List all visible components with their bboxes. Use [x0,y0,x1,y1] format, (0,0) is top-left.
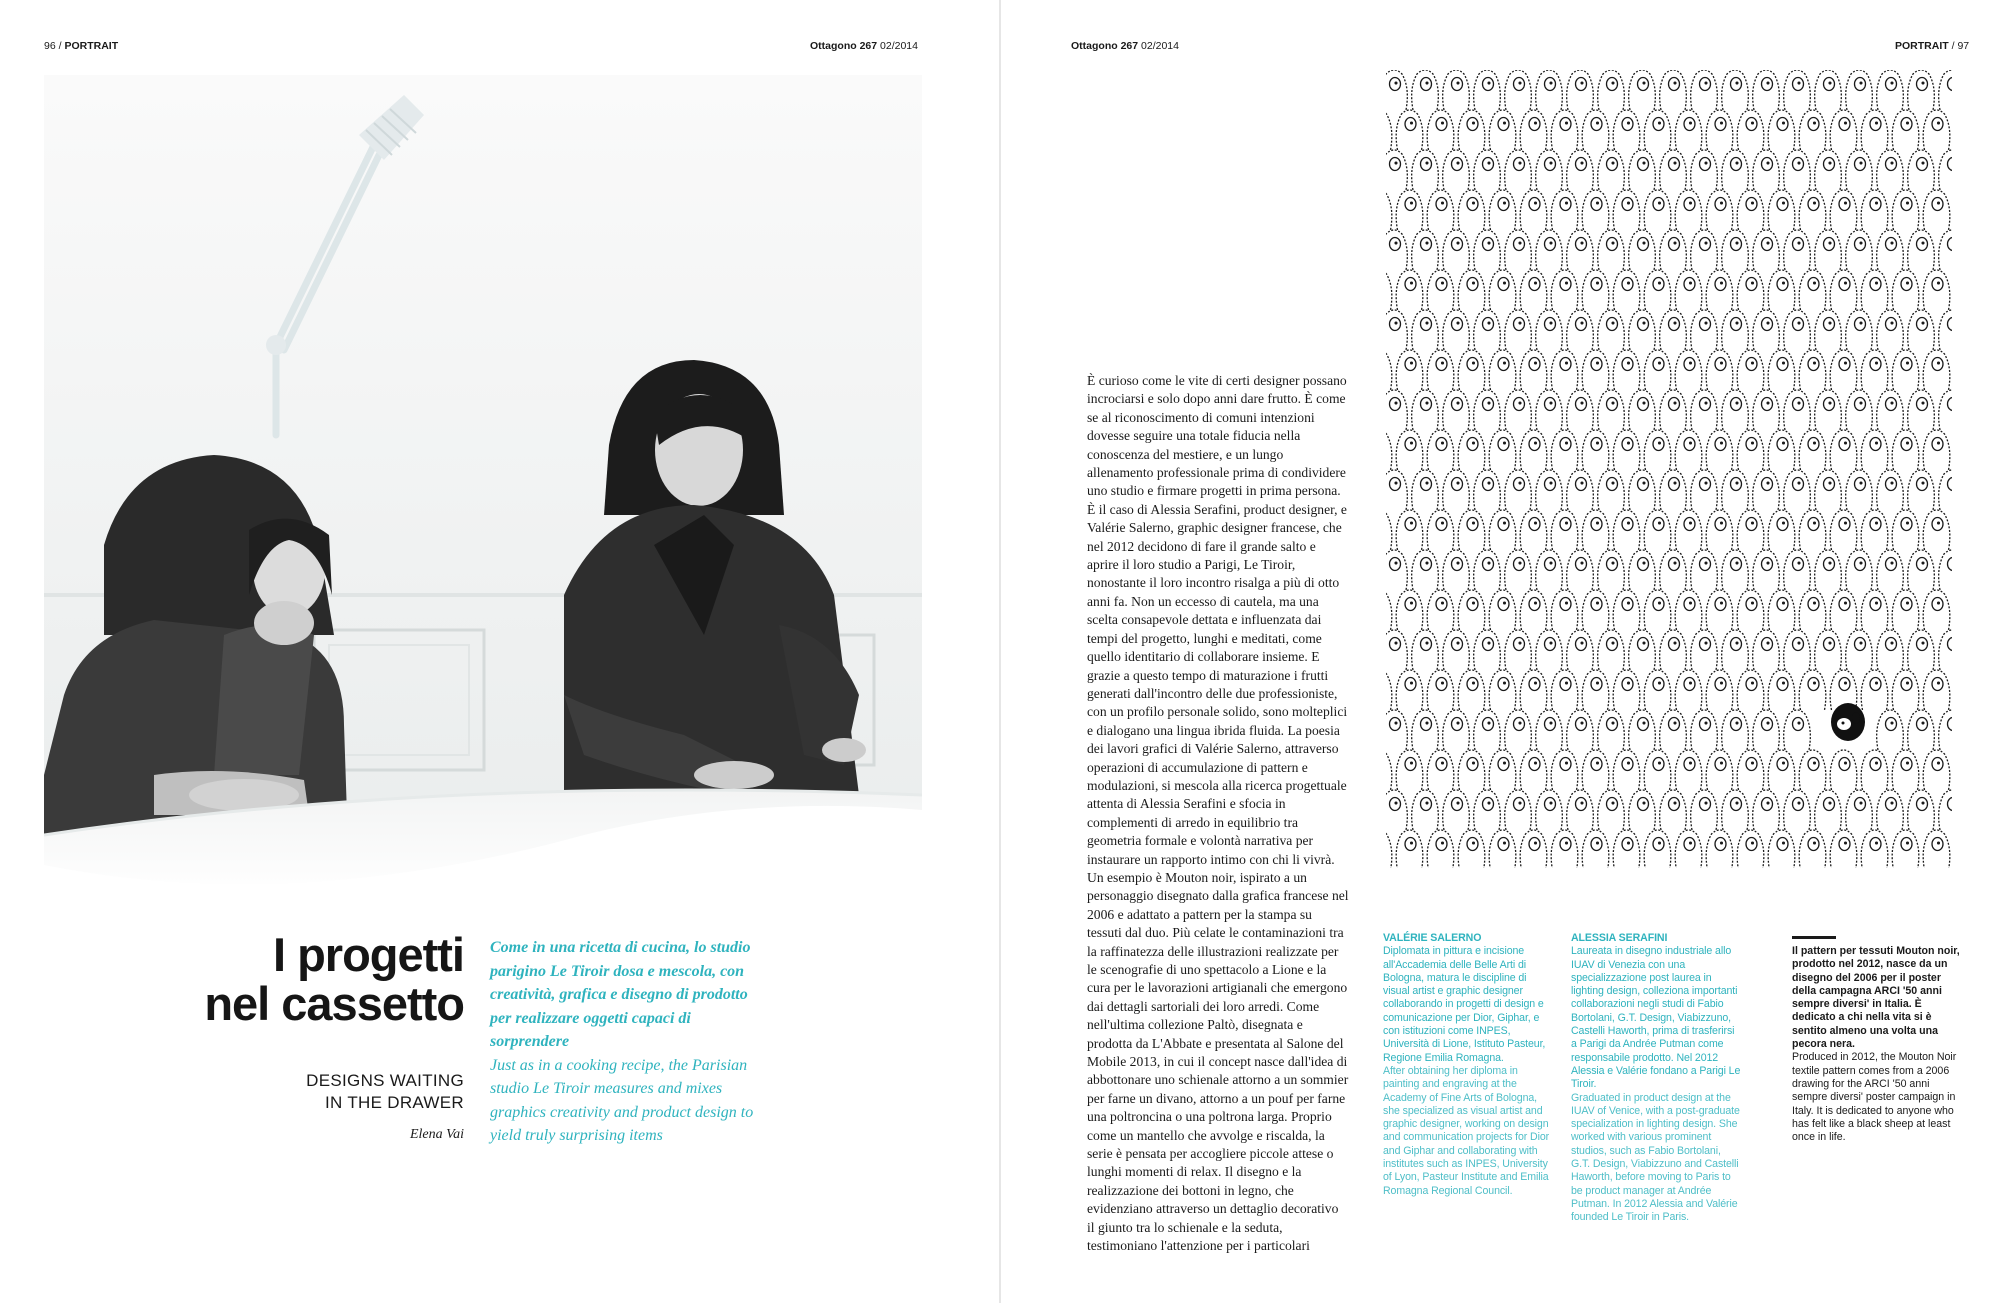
right-running-head [1071,40,1179,52]
left-running-head [810,40,918,52]
right-folio: PORTRAIT / 97 [1895,40,1970,52]
pattern-caption [1792,936,1964,1144]
article-subtitle [306,1070,464,1114]
article-title [204,930,464,1028]
left-magazine-name: Ottagono 267 [810,40,878,52]
black-sheep-icon [1831,703,1865,741]
caption-english: Produced in 2012, the Mouton Noir textile pattern comes from a 2006 drawing for the ARCI '50 anni sempre diversi' poster campaign in Italy. It is dedicated to anyone who has felt like a black sheep at least once in life. [1792,1051,1957,1144]
right-issue-date: 02/2014 [1141,40,1179,52]
article-body [1087,372,1349,1256]
bio-valerie-english: After obtaining her diploma in painting and engraving at the Academy of Fine Arts of Bologna, she specialized as visual artist and graphic designer, working on design and communication projects for Dior and Giphar and collaborating with institutes such as INPES, University of Lyon, Pasteur Institute and Emilia Romagna Regional Council. [1383,1064,1550,1197]
right-magazine-name: Ottagono 267 [1071,40,1139,52]
mouton-noir-pattern-illustration [1386,70,1952,868]
standfirst-italian: Come in una ricetta di cucina, lo studio parigino Le Tiroir dosa e mescola, con creatività, grafica e disegno di prodotto per realizzare oggetti capaci di sorprendere [490,939,751,1050]
bio-alessia-italian: Laureata in disegno industriale allo IUAV di Venezia con una specializzazione post laurea in lighting design, colleziona importanti collaborazioni negli studi di Fabio Bortolani, G.T. Design, Viabizzuno, Castelli Haworth, prima di trasferirsi a Parigi da Andrée Putman come responsabile prodotto. Nel 2012 Alessia e Valérie fondano a Parigi Le Tiroir. [1571,945,1741,1091]
subtitle-line-1: DESIGNS WAITING [306,1071,464,1090]
bio-alessia-serafini [1571,932,1741,1225]
title-line-1: I progetti [272,928,464,981]
subtitle-line-2: IN THE DRAWER [325,1093,464,1112]
left-folio: 96 / PORTRAIT [44,40,119,52]
left-section-label: PORTRAIT [64,40,119,52]
caption-italian: Il pattern per tessuti Mouton noir, prodotto nel 2012, nasce da un disegno del 2006 per il poster della campagna ARCI '50 anni sempre diversi' in Italia. È dedicato a chi nella vita si è sentito almeno una volta una pecora nera. [1792,945,1960,1051]
bio-valerie-italian: Diplomata in pittura e incisione all'Accademia delle Belle Arti di Bologna, matura le discipline di visual artist e graphic designer collaborando in progetti di design e comunicazione per Dior, Giphar, e con istituzioni come INPES, Università di Lione, Istituto Pasteur, Regione Emilia Romagna. [1383,945,1546,1064]
bio-valerie-salerno [1383,932,1553,1198]
bio-valerie-name: VALÉRIE SALERNO [1383,932,1482,944]
caption-rule [1792,936,1836,939]
bio-alessia-english: Graduated in product design at the IUAV of Venice, with a post-graduate specialization in lighting design. She worked with various prominent studios, such as Fabio Bortolani, G.T. Design, Viabizzuno and Castelli Haworth, before moving to Paris to be product manager at Andrée Putman. In 2012 Alessia and Valérie founded Le Tiroir in Paris. [1571,1091,1740,1224]
right-section-label: PORTRAIT [1895,40,1949,52]
left-page-number: 96 [44,40,56,52]
left-issue-date: 02/2014 [880,40,918,52]
author-byline: Elena Vai [409,1127,464,1142]
body-paragraph: È curioso come le vite di certi designer possano incrociarsi e solo dopo anni dare frutto. È come se al riconoscimento di comuni intenzioni dovesse seguire una totale fiducia nella conoscenza del mestiere, e un lungo allenamento professionale prima di condividere uno studio e firmare progetti in prima persona. È il caso di Alessia Serafini, product designer, e Valérie Salerno, graphic designer francese, che nel 2012 decidono di fare il grande salto e aprire il loro studio a Parigi, Le Tiroir, nonostante il loro incontro risalga a più di otto anni fa. Non un eccesso di cautela, ma una scelta consapevole dettata e influenzata dai tempi del progetto, lunghi e meditati, come quello identitario di collaborare insieme. E grazie a questo tempo di maturazione i frutti generati dall'incontro delle due professioniste, con un profilo personale solido, sono molteplici e dialogano una lingua ibrida fluida. La poesia dei lavori grafici di Valérie Salerno, attraverso operazioni di accumulazione di pattern e modulazioni, si mescola alla ricerca progettuale attenta di Alessia Serafini e sfocia in complementi di arredo in equilibrio tra geometria formale e volontà narrativa per instaurare un rapporto intimo con chi li vivrà. Un esempio è Mouton noir, ispirato a un personaggio disegnato dalla grafica francese nel 2006 e adattato a pattern per la stampa su tessuti dal duo. Più celate le contaminazioni tra la raffinatezza delle illustrazioni realizzate per le scenografie di uno spettacolo a Lione e la cura per le lavorazioni artigianali che emergono dai dettagli sartoriali dei loro arredi. Come nell'ultima collezione Paltò, disegnata e prodotta da L'Abbate e presentata al Salone del Mobile 2013, in cui il concept nasce dall'idea di abbottonare uno schienale attorno a un sommier per farne un divano, attorno a un pouf per farne una poltroncina o una poltrona larga. Proprio come un mantello che avvolge e riscalda, la serie è pensata per accogliere piccole attese o lunghi momenti di relax. Il disegno e la realizzazione dei bottoni in legno, che evidenziano attraverso un dettaglio decorativo il giunto tra lo schienale e la seduta, testimoniano l'attenzione per i particolari [1087,373,1349,1254]
article-standfirst [490,936,760,1148]
designers-portrait-photo [44,75,922,895]
standfirst-english: Just as in a cooking recipe, the Parisian studio Le Tiroir measures and mixes graphics creativity and product design to yield truly surprising items [490,1056,754,1144]
right-page-number: 97 [1957,40,1970,52]
bio-alessia-name: ALESSIA SERAFINI [1571,932,1668,944]
left-page [0,0,999,1303]
title-line-2: nel cassetto [204,977,464,1030]
